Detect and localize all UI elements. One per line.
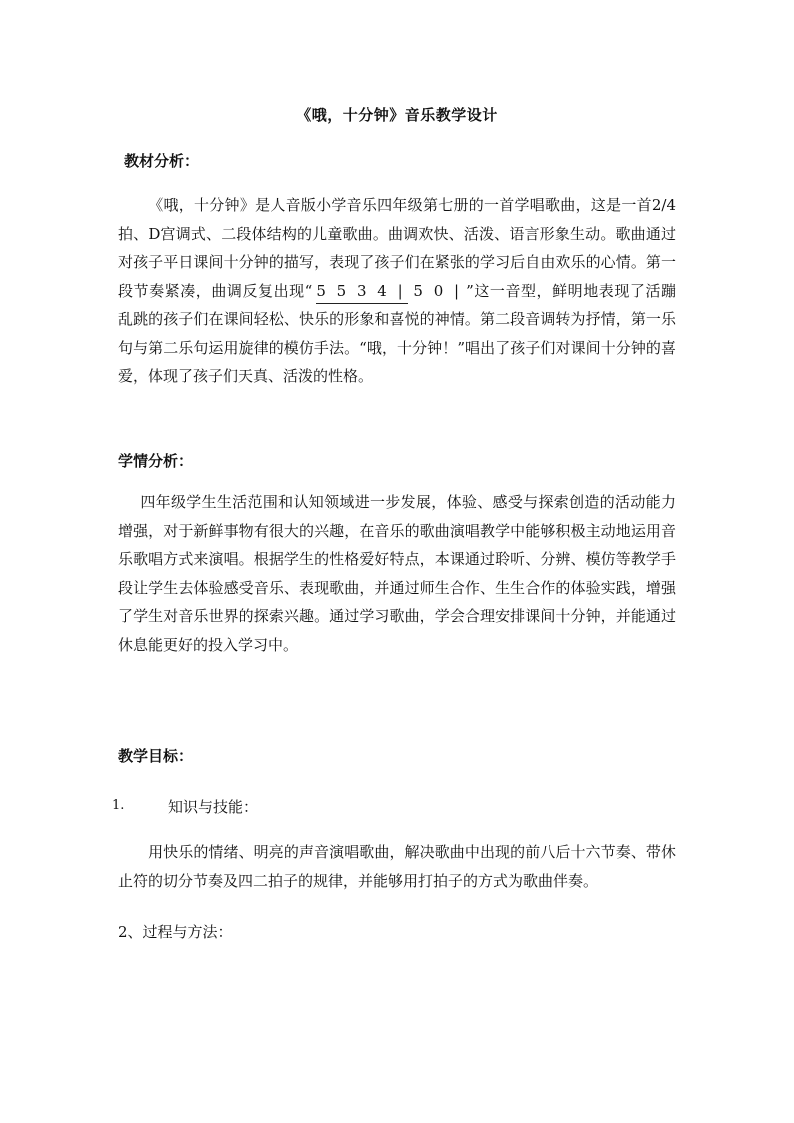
section-heading-textbook-analysis: 教材分析： [124,152,200,170]
goal-item-process-methods: 2、过程与方法： [118,923,233,941]
section-heading-teaching-goals: 教学目标： [118,747,194,765]
section-heading-student-analysis: 学情分析： [118,452,194,470]
paragraph-text-before-notation: 《哦，十分钟》是人音版小学音乐四年级第七册的一首学唱歌曲，这是一首2/4拍、D宫调式、二段体结构的儿童歌曲。曲调欢快、活泼、语言形象生动。歌曲通过对孩子平日课间十分钟的描写，表现了孩子们在紧张的学习后自由欢乐的心情。第一段节奏紧凑，曲调反复出现“ [118,196,676,300]
paragraph-goal-text: 用快乐的情绪、明亮的声音演唱歌曲，解决歌曲中出现的前八后十六节奏、带休止符的切分节奏及四二拍子的规律，并能够用打拍子的方式为歌曲伴奏。 [118,843,676,890]
goal-item-knowledge-skills: 知识与技能： [168,798,259,816]
paragraph-student-analysis [118,488,676,659]
paragraph-knowledge-skills [118,838,676,895]
list-number-1: 1. [112,798,125,813]
paragraph-textbook-analysis [118,191,676,391]
paragraph-student-text: 四年级学生生活范围和认知领域进一步发展，体验、感受与探索创造的活动能力增强，对于新鲜事物有很大的兴趣，在音乐的歌曲演唱教学中能够积极主动地运用音乐歌唱方式来演唱。根据学生的性格爱好特点，本课通过聆听、分辨、模仿等教学手段让学生去体验感受音乐、表现歌曲，并通过师生合作、生生合作的体验实践，增强了学生对音乐世界的探索兴趣。通过学习歌曲，学会合理安排课间十分钟，并能通过休息能更好的投入学习中。 [118,493,676,654]
paragraph-text-after-notation: ”这一音型，鲜明地表现了活蹦乱跳的孩子们在课间轻松、快乐的形象和喜悦的神情。第二段音调转为抒情，第一乐句与第二乐句运用旋律的模仿手法。“哦，十分钟！”唱出了孩子们对课间十分钟的喜爱，体现了孩子们天真、活泼的性格。 [118,281,677,385]
jianpu-notation: 5 5 3 4 | 5 0 | [312,277,466,306]
page-title: 《哦，十分钟》音乐教学设计 [296,106,498,124]
